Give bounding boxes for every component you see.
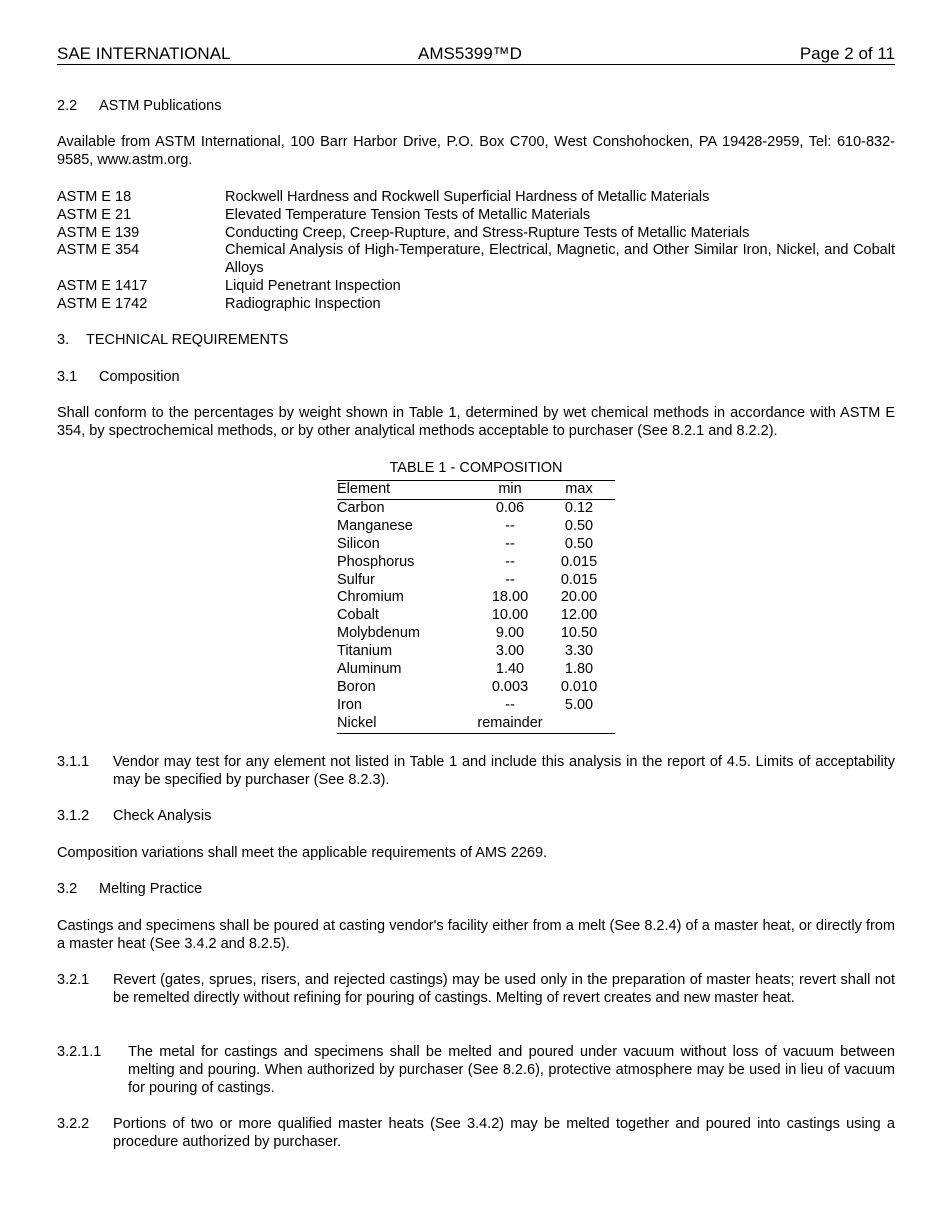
cell-min: -- xyxy=(505,571,515,588)
cell-element: Silicon xyxy=(337,535,380,552)
cell-element: Sulfur xyxy=(337,571,375,588)
section-3-2-1-1-text: The metal for castings and specimens shall be melted and poured under vacuum without loss of vacuum between melting and pouring. When authorized by purchaser (See 8.2.6), protective atmosphere may be used in lieu of vacuum for pouring of castings. xyxy=(128,1044,895,1096)
reference-code: ASTM E 18 xyxy=(57,189,132,205)
cell-min: 0.06 xyxy=(495,499,525,516)
header-organization: SAE INTERNATIONAL xyxy=(57,44,231,63)
cell-element: Phosphorus xyxy=(337,553,415,570)
cell-element: Manganese xyxy=(337,517,413,534)
cell-element: Titanium xyxy=(337,643,393,660)
column-header-element: Element xyxy=(337,481,477,500)
reference-title: Liquid Penetrant Inspection xyxy=(225,278,401,294)
cell-min: 9.00 xyxy=(495,625,525,642)
cell-max: 0.12 xyxy=(564,499,594,516)
section-3-1-2-text: Composition variations shall meet the applicable requirements of AMS 2269. xyxy=(57,845,548,861)
table-row xyxy=(337,589,615,607)
cell-min: 10.00 xyxy=(491,607,529,624)
composition-table-grid xyxy=(337,480,615,734)
cell-max: 20.00 xyxy=(560,589,598,606)
section-3-2-2-number: 3.2.2 xyxy=(57,1116,90,1132)
section-2-2-title: ASTM Publications xyxy=(99,98,222,114)
cell-element: Boron xyxy=(337,678,376,695)
table-row xyxy=(337,499,615,517)
table-row xyxy=(337,697,615,715)
table-row xyxy=(337,554,615,572)
cell-element: Chromium xyxy=(337,589,404,606)
cell-max: 12.00 xyxy=(560,607,598,624)
cell-min: -- xyxy=(505,535,515,552)
section-3-1-1-number: 3.1.1 xyxy=(57,754,90,770)
cell-max: 0.50 xyxy=(564,535,594,552)
table-row xyxy=(337,643,615,661)
page-header xyxy=(57,44,895,65)
cell-max: 0.50 xyxy=(564,517,594,534)
cell-max: 0.015 xyxy=(560,571,598,588)
reference-code: ASTM E 21 xyxy=(57,207,132,223)
section-3-1-number: 3.1 xyxy=(57,369,78,385)
table-row xyxy=(337,715,615,733)
reference-title: Elevated Temperature Tension Tests of Metallic Materials xyxy=(225,207,591,223)
cell-min: -- xyxy=(505,696,515,713)
cell-element: Iron xyxy=(337,696,362,713)
column-header-min: min xyxy=(477,481,543,500)
cell-min: 18.00 xyxy=(491,589,529,606)
cell-element: Aluminum xyxy=(337,661,402,678)
section-3-1-2-title: Check Analysis xyxy=(113,808,212,824)
cell-element: Carbon xyxy=(337,499,385,516)
cell-max xyxy=(543,715,615,733)
cell-element: Molybdenum xyxy=(337,625,421,642)
section-2-2-number: 2.2 xyxy=(57,98,78,114)
section-3-2-1-text: Revert (gates, sprues, risers, and rejected castings) may be used only in the preparation of master heats; revert shall not be remelted directly without refining for pouring of castings. Melting of revert creates and new master heat. xyxy=(113,972,895,1006)
cell-max: 0.015 xyxy=(560,553,598,570)
cell-max: 3.30 xyxy=(564,643,594,660)
cell-min: 0.003 xyxy=(491,678,529,695)
column-header-max: max xyxy=(543,481,615,500)
header-document-number: AMS5399™D xyxy=(418,44,522,63)
reference-title: Conducting Creep, Creep-Rupture, and Stress-Rupture Tests of Metallic Materials xyxy=(225,225,750,241)
section-2-2-intro: Available from ASTM International, 100 Barr Harbor Drive, P.O. Box C700, West Conshohocken, PA 19428-2959, Tel: 610-832-9585, www.astm.org. xyxy=(57,134,895,168)
cell-max: 10.50 xyxy=(560,625,598,642)
table-row xyxy=(337,518,615,536)
cell-max: 0.010 xyxy=(560,678,598,695)
reference-title: Radiographic Inspection xyxy=(225,296,381,312)
section-3-1-1-text: Vendor may test for any element not listed in Table 1 and include this analysis in the report of 4.5. Limits of acceptability may be specified by purchaser (See 8.2.3). xyxy=(113,754,895,788)
reference-code: ASTM E 139 xyxy=(57,225,140,241)
section-3-number: 3. xyxy=(57,332,70,348)
cell-element: Cobalt xyxy=(337,607,379,624)
table-header-row xyxy=(337,481,615,500)
reference-code: ASTM E 354 xyxy=(57,242,140,258)
cell-max: 1.80 xyxy=(564,661,594,678)
table-row xyxy=(337,572,615,590)
cell-min: -- xyxy=(505,553,515,570)
section-3-title: TECHNICAL REQUIREMENTS xyxy=(86,332,289,348)
cell-min: 3.00 xyxy=(495,643,525,660)
section-3-1-title: Composition xyxy=(99,369,180,385)
section-3-2-text: Castings and specimens shall be poured at casting vendor's facility either from a melt (See 8.2.4) of a master heat, or directly from a master heat (See 3.4.2 and 8.2.5). xyxy=(57,918,895,952)
section-3-1-2-number: 3.1.2 xyxy=(57,808,90,824)
table-row xyxy=(337,625,615,643)
table-title: TABLE 1 - COMPOSITION xyxy=(389,460,563,476)
cell-element: Nickel xyxy=(337,715,477,733)
reference-code: ASTM E 1742 xyxy=(57,296,148,312)
section-3-2-1-number: 3.2.1 xyxy=(57,972,90,988)
table-row xyxy=(337,679,615,697)
table-row xyxy=(337,661,615,679)
table-row xyxy=(337,536,615,554)
cell-max: 5.00 xyxy=(564,696,594,713)
section-3-2-title: Melting Practice xyxy=(99,881,203,897)
section-3-1-text: Shall conform to the percentages by weight shown in Table 1, determined by wet chemical methods in accordance with ASTM E 354, by spectrochemical methods, or by other analytical methods acceptable to purchaser (See 8.2.1 and 8.2.2). xyxy=(57,405,895,439)
section-3-2-1-1-number: 3.2.1.1 xyxy=(57,1044,102,1060)
reference-title: Rockwell Hardness and Rockwell Superficial Hardness of Metallic Materials xyxy=(225,189,710,205)
composition-table xyxy=(337,458,615,734)
reference-title: Chemical Analysis of High-Temperature, Electrical, Magnetic, and Other Similar Iron, Nickel, and Cobalt Alloys xyxy=(225,242,895,276)
cell-min: -- xyxy=(505,517,515,534)
table-row xyxy=(337,607,615,625)
reference-code: ASTM E 1417 xyxy=(57,278,148,294)
section-3-2-number: 3.2 xyxy=(57,881,78,897)
section-3-2-2-text: Portions of two or more qualified master heats (See 3.4.2) may be melted together and poured into castings using a procedure authorized by purchaser. xyxy=(113,1116,895,1150)
cell-min: 1.40 xyxy=(495,661,525,678)
cell-min: remainder xyxy=(477,715,543,733)
header-page-number: Page 2 of 11 xyxy=(799,44,895,63)
